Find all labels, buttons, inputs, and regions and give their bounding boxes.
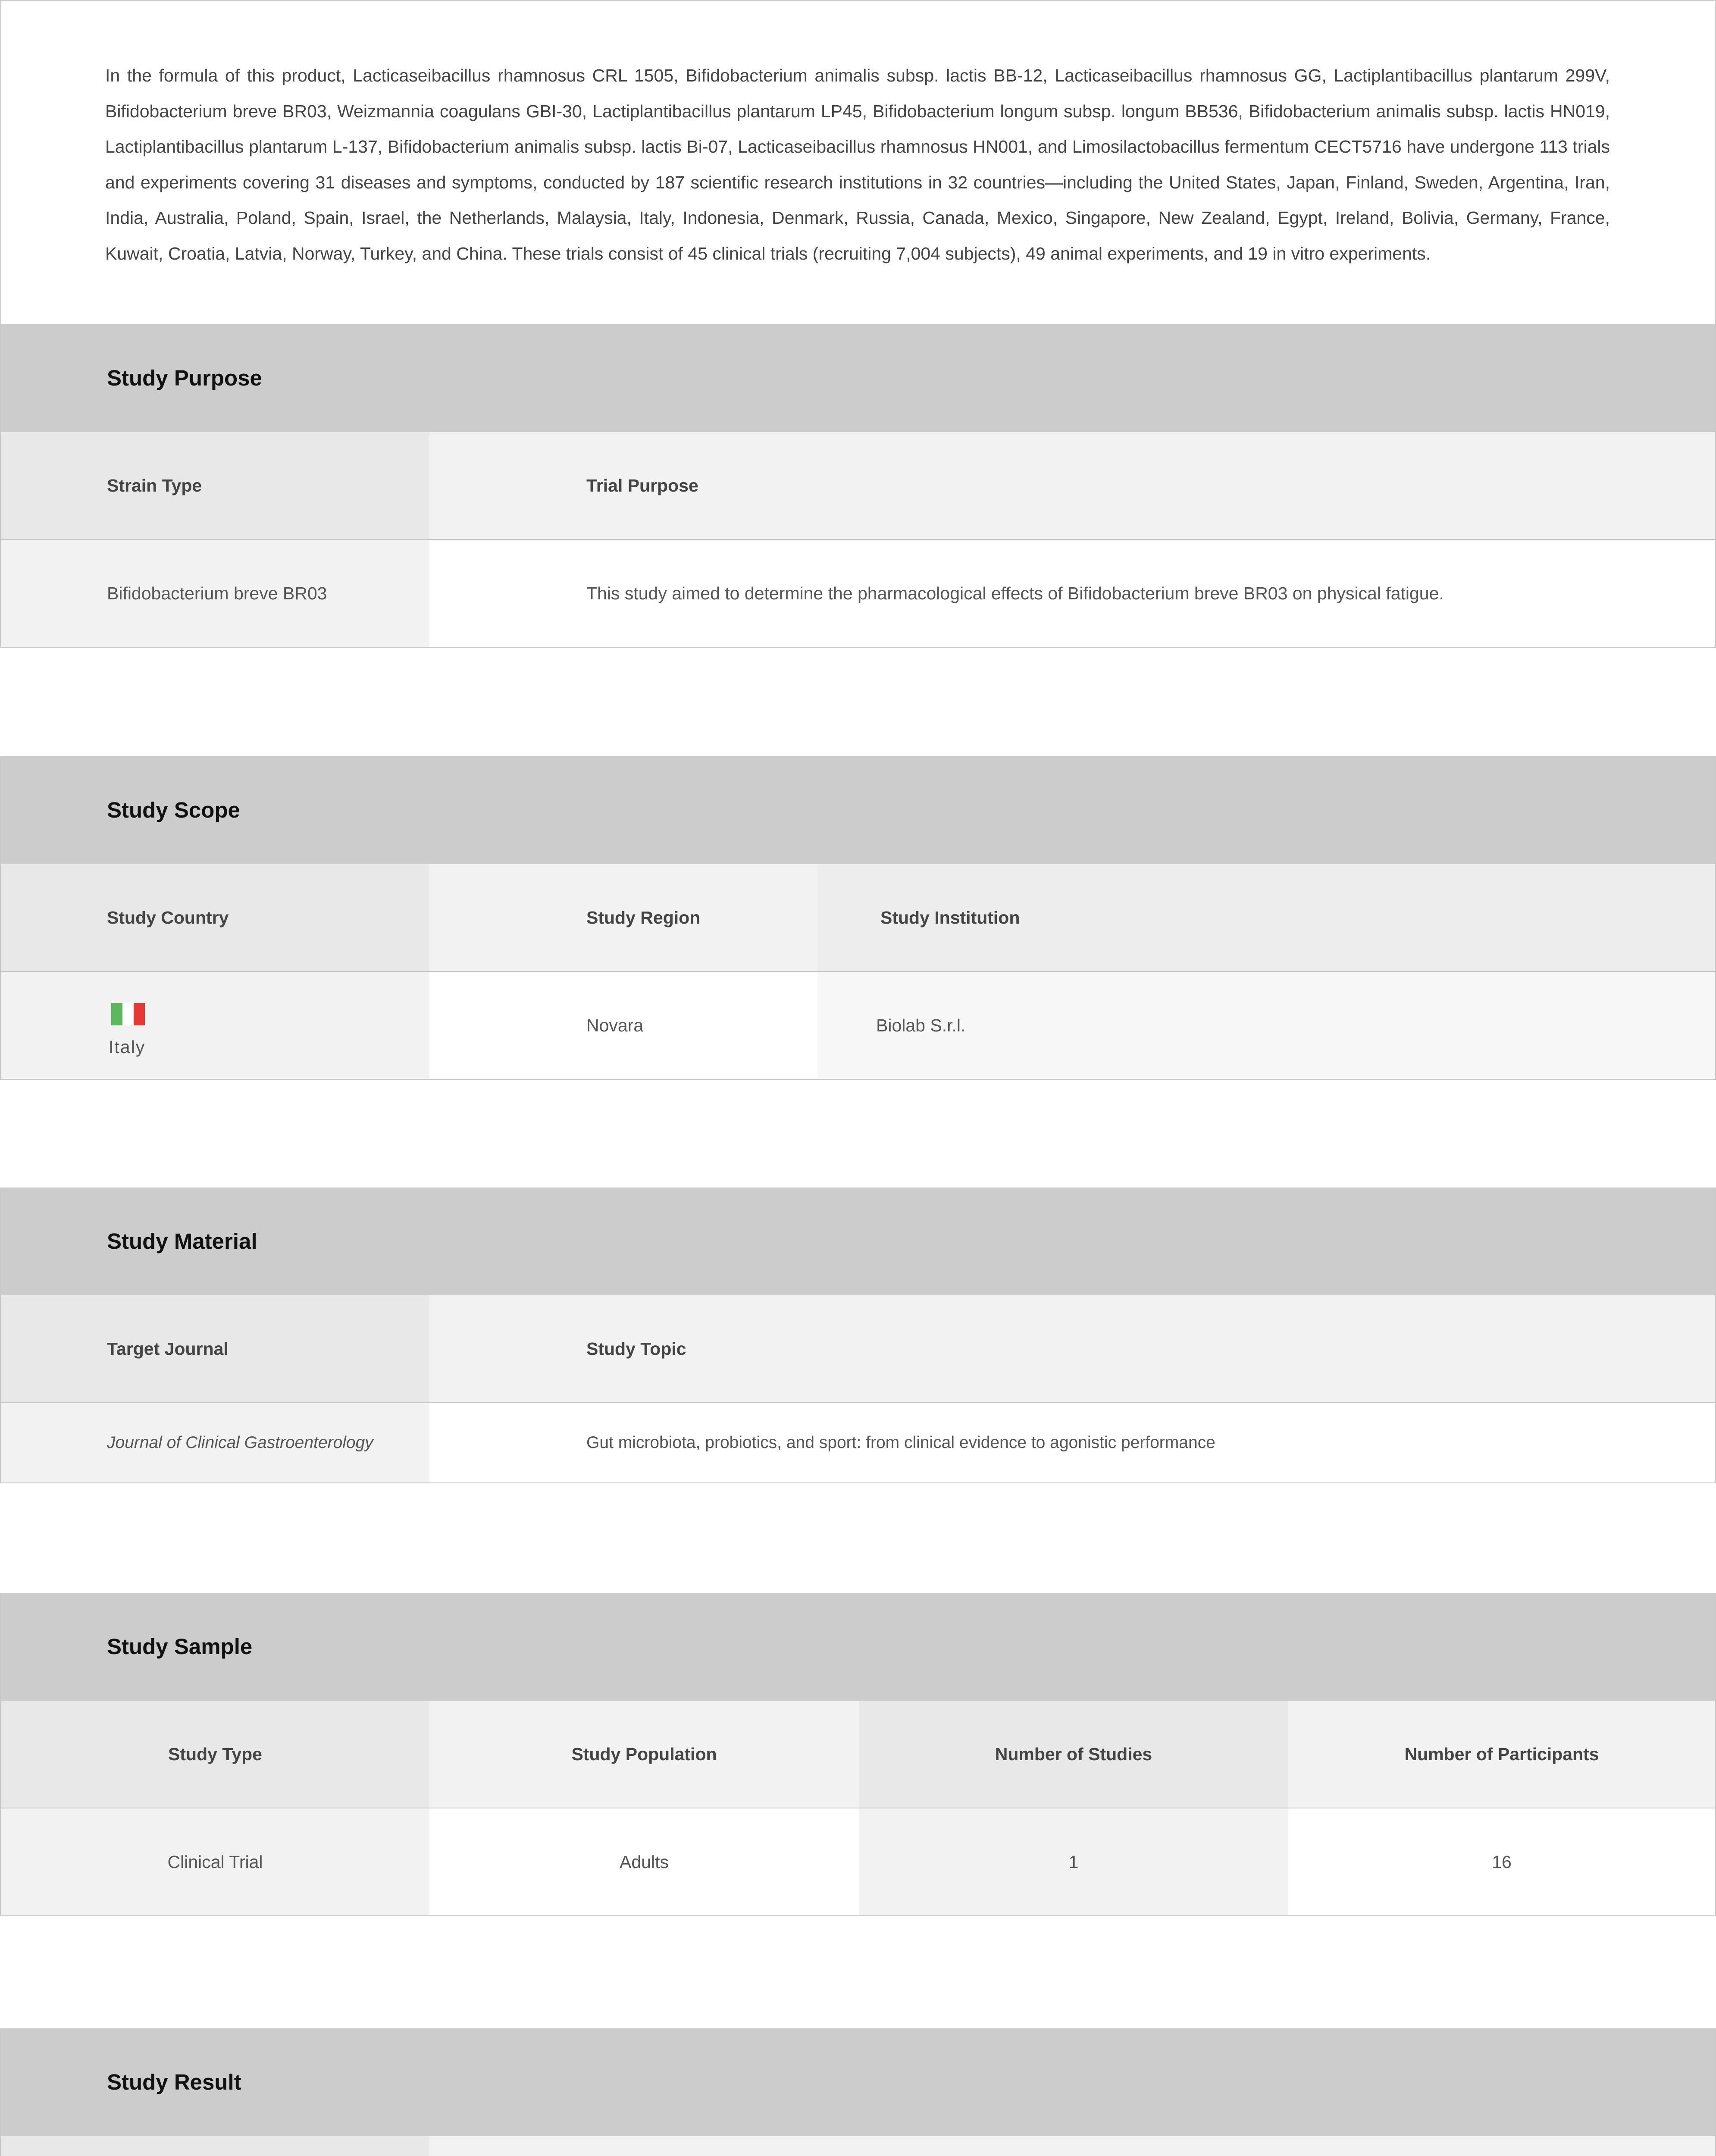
column-header-cell xyxy=(429,2136,1715,2156)
intro-text: In the formula of this product, Lacticaseibacillus rhamnosus CRL 1505, Bifidobacterium animalis subsp. lactis BB-12, Lacticaseibacillus rhamnosus GG, Lactiplantibacillus plantarum 299V, Bifidobacterium breve BR03, Weizmannia coagulans GBI-30, Lactiplantibacillus plantarum LP45, Bifidobacterium longum subsp. longum BB536, Bifidobacterium animalis subsp. lactis HN019, Lactiplantibacillus plantarum L-137, Bifidobacterium animalis subsp. lactis Bi-07, Lacticaseibacillus rhamnosus HN001, and Limosilactobacillus fermentum CECT5716 have undergone 113 trials and experiments covering 31 diseases and symptoms, conducted by 187 scientific research institutions in 32 countries—including the United States, Japan, Finland, Sweden, Argentina, Iran, India, Australia, Poland, Spain, Israel, the Netherlands, Malaysia, Italy, Indonesia, Denmark, Russia, Canada, Mexico, Singapore, New Zealand, Egypt, Ireland, Bolivia, Germany, France, Kuwait, Croatia, Latvia, Norway, Turkey, and China. These trials consist of 45 clinical trials (recruiting 7,004 subjects), 49 animal experiments, and 19 in vitro experiments. xyxy=(105,66,1610,263)
study-topic-value: Gut microbiota, probiotics, and sport: from clinical evidence to agonistic performance xyxy=(586,1433,1215,1452)
study-institution-value: Biolab S.r.l. xyxy=(876,1015,966,1035)
column-header-cell xyxy=(1,1701,429,1808)
column-header-study-country: Study Country xyxy=(107,908,229,928)
column-header-cell xyxy=(429,1295,1715,1402)
column-header-study-region: Study Region xyxy=(586,908,701,928)
column-header-number-of-participants: Number of Participants xyxy=(1404,1744,1599,1764)
table-cell xyxy=(1,972,429,1079)
table-cell xyxy=(429,1808,859,1915)
trial-purpose-value: This study aimed to determine the pharmacological effects of Bifidobacterium breve BR03 on physical fatigue. xyxy=(586,583,1444,603)
study-country-value: Italy xyxy=(109,1037,146,1057)
section-title: Study Scope xyxy=(107,798,240,822)
column-header-cell xyxy=(1,432,429,539)
section-title: Study Result xyxy=(107,2070,241,2094)
section-header xyxy=(0,756,1716,864)
table-cell xyxy=(1288,1808,1715,1915)
italy-flag-icon xyxy=(111,1003,146,1025)
table-cell xyxy=(817,972,1715,1079)
column-header-cell xyxy=(429,432,1715,539)
study-material-section xyxy=(0,1188,1716,1483)
column-header-strain-type: Strain Type xyxy=(107,476,202,495)
table-header-row xyxy=(0,2136,1716,2156)
section-title: Study Material xyxy=(107,1229,257,1253)
column-header-number-of-studies: Number of Studies xyxy=(995,1744,1152,1764)
number-of-studies-value: 1 xyxy=(1068,1852,1079,1872)
table-header-row xyxy=(0,864,1716,972)
strain-type-value: Bifidobacterium breve BR03 xyxy=(107,583,327,603)
table-row xyxy=(0,972,1716,1080)
section-header xyxy=(0,1593,1716,1701)
table-cell xyxy=(1,540,429,647)
table-row xyxy=(0,1808,1716,1916)
column-header-target-journal: Target Journal xyxy=(107,1339,229,1359)
table-cell xyxy=(429,1403,1715,1482)
table-header-row xyxy=(0,1295,1716,1403)
section-title: Study Purpose xyxy=(107,366,262,390)
column-header-study-topic: Study Topic xyxy=(586,1339,686,1359)
number-of-participants-value: 16 xyxy=(1492,1852,1512,1872)
table-header-row xyxy=(0,1701,1716,1808)
table-cell xyxy=(1,1403,429,1482)
column-header-cell xyxy=(429,1701,859,1808)
target-journal-value: Journal of Clinical Gastroenterology xyxy=(107,1433,373,1452)
column-header-cell xyxy=(1,2136,429,2156)
column-header-study-type: Study Type xyxy=(168,1744,262,1764)
column-header-cell xyxy=(1,864,429,971)
study-population-value: Adults xyxy=(620,1852,669,1872)
table-cell xyxy=(429,540,1715,647)
section-header xyxy=(0,2028,1716,2136)
column-header-cell xyxy=(859,1701,1288,1808)
intro-box xyxy=(0,0,1716,325)
table-cell xyxy=(429,972,817,1079)
study-result-section xyxy=(0,2028,1716,2156)
column-header-trial-type xyxy=(107,2136,188,2156)
section-header xyxy=(0,324,1716,432)
study-region-value: Novara xyxy=(586,1015,644,1035)
column-header-cell xyxy=(1288,1701,1715,1808)
table-cell xyxy=(1,1808,429,1915)
study-type-value: Clinical Trial xyxy=(167,1852,263,1872)
study-sample-section xyxy=(0,1593,1716,1916)
column-header-trial-purpose: Trial Purpose xyxy=(586,476,698,495)
column-header-cell xyxy=(817,864,1715,971)
study-scope-section xyxy=(0,756,1716,1080)
section-header xyxy=(0,1188,1716,1295)
section-title: Study Sample xyxy=(107,1634,253,1659)
column-header-study-population: Study Population xyxy=(571,1744,717,1764)
column-header-study-institution: Study Institution xyxy=(880,908,1020,928)
study-purpose-section xyxy=(0,324,1716,648)
table-row xyxy=(0,1403,1716,1483)
column-header-trial-result xyxy=(586,2136,682,2156)
table-cell xyxy=(859,1808,1288,1915)
column-header-cell xyxy=(429,864,817,971)
table-row xyxy=(0,540,1716,648)
table-header-row xyxy=(0,432,1716,540)
column-header-cell xyxy=(1,1295,429,1402)
